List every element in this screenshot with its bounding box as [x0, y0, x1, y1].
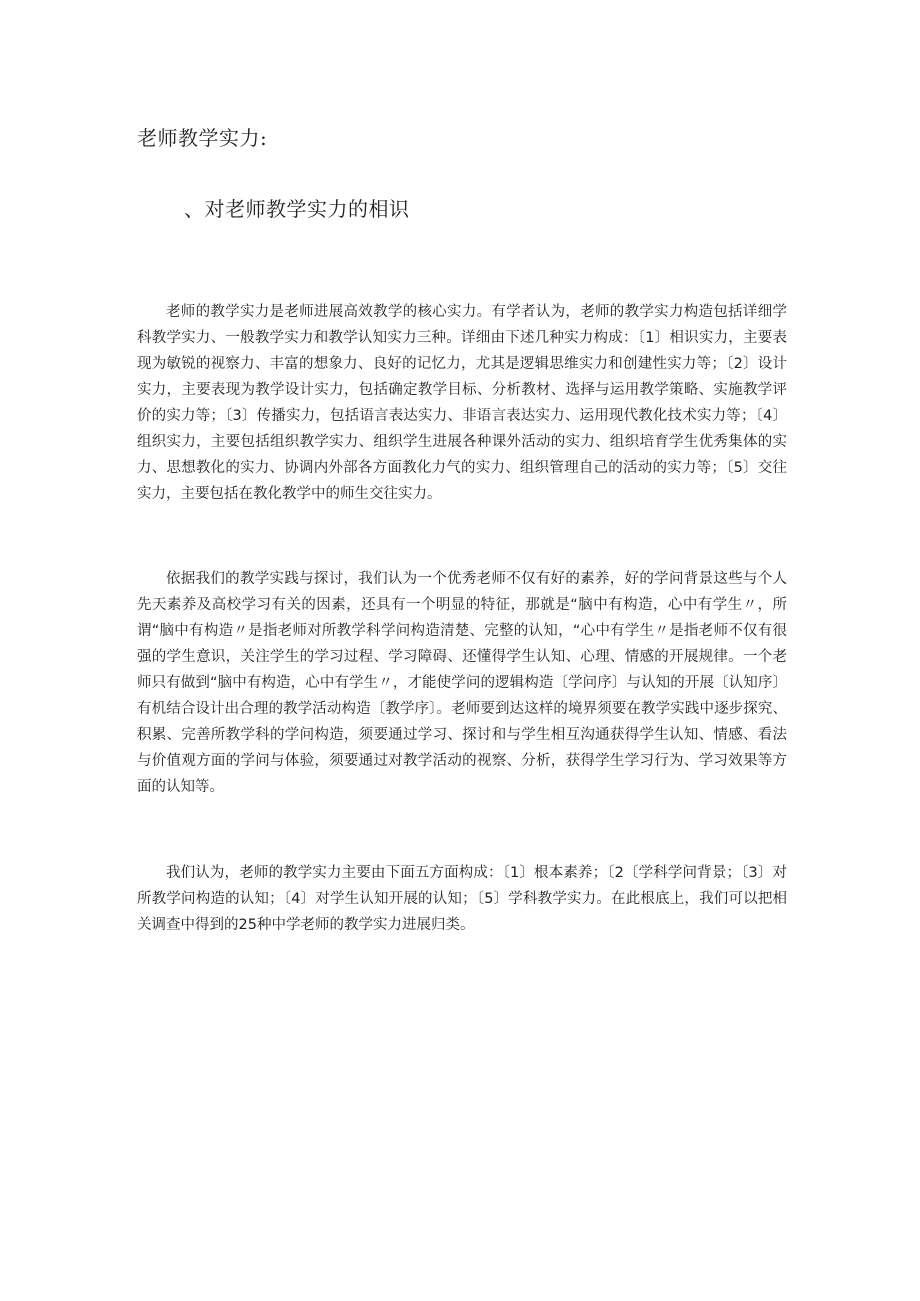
document-title: 老师教学实力:: [137, 126, 268, 150]
section-heading: 、对老师教学实力的相识: [184, 197, 410, 221]
paragraph-ability-components: 老师的教学实力是老师进展高效教学的核心实力。有学者认为，老师的教学实力构造包括详细学科教学实力、一般教学实力和教学认知实力三种。详细由下述几种实力构成：〔1〕相识实力，主要表现为敏锐的视察力、丰富的想象力、良好的记忆力，尤其是逻辑思维实力和创建性实力等；〔2〕设计实力，主要表现为教学设计实力，包括确定教学目标、分析教材、选择与运用教学策略、实施教学评价的实力等；〔3〕传播实力，包括语言表达实力、非语言表达实力、运用现代教化技术实力等；〔4〕组织实力，主要包括组织教学实力、组织学生进展各种课外活动的实力、组织培育学生优秀集体的实力、思想教化的实力、协调内外部各方面教化力气的实力、组织管理自己的活动的实力等；〔5〕交往实力，主要包括在教化教学中的师生交往实力。: [137, 304, 787, 502]
paragraph-five-aspects: 我们认为，老师的教学实力主要由下面五方面构成：〔1〕根本素养；〔2〔学科学问背景；〔3〕对所教学问构造的认知；〔4〕对学生认知开展的认知；〔5〕学科教学实力。在此根底上，我们可以把相关调查中得到的25种中学老师的教学实力进展归类。: [137, 865, 787, 933]
paragraph-teaching-practice: 依据我们的教学实践与探讨，我们认为一个优秀老师不仅有好的素养，好的学问背景这些与个人先天素养及高校学习有关的因素，还具有一个明显的特征，那就是“脑中有构造，心中有学生〃，所谓“脑中有构造〃是指老师对所教学科学问构造清楚、完整的认知，“心中有学生〃是指老师不仅有很强的学生意识，关注学生的学习过程、学习障碍、还懂得学生认知、心理、情感的开展规律。一个老师只有做到“脑中有构造，心中有学生〃，才能使学问的逻辑构造〔学问序〕与认知的开展〔认知序〕有机结合设计出合理的教学活动构造〔教学序〕。老师要到达这样的境界须要在教学实践中逐步探究、积累、完善所教学科的学问构造，须要通过学习、探讨和与学生相互沟通获得学生认知、情感、看法与价值观方面的学问与体验，须要通过对教学活动的视察、分析，获得学生学习行为、学习效果等方面的认知等。: [137, 571, 787, 795]
